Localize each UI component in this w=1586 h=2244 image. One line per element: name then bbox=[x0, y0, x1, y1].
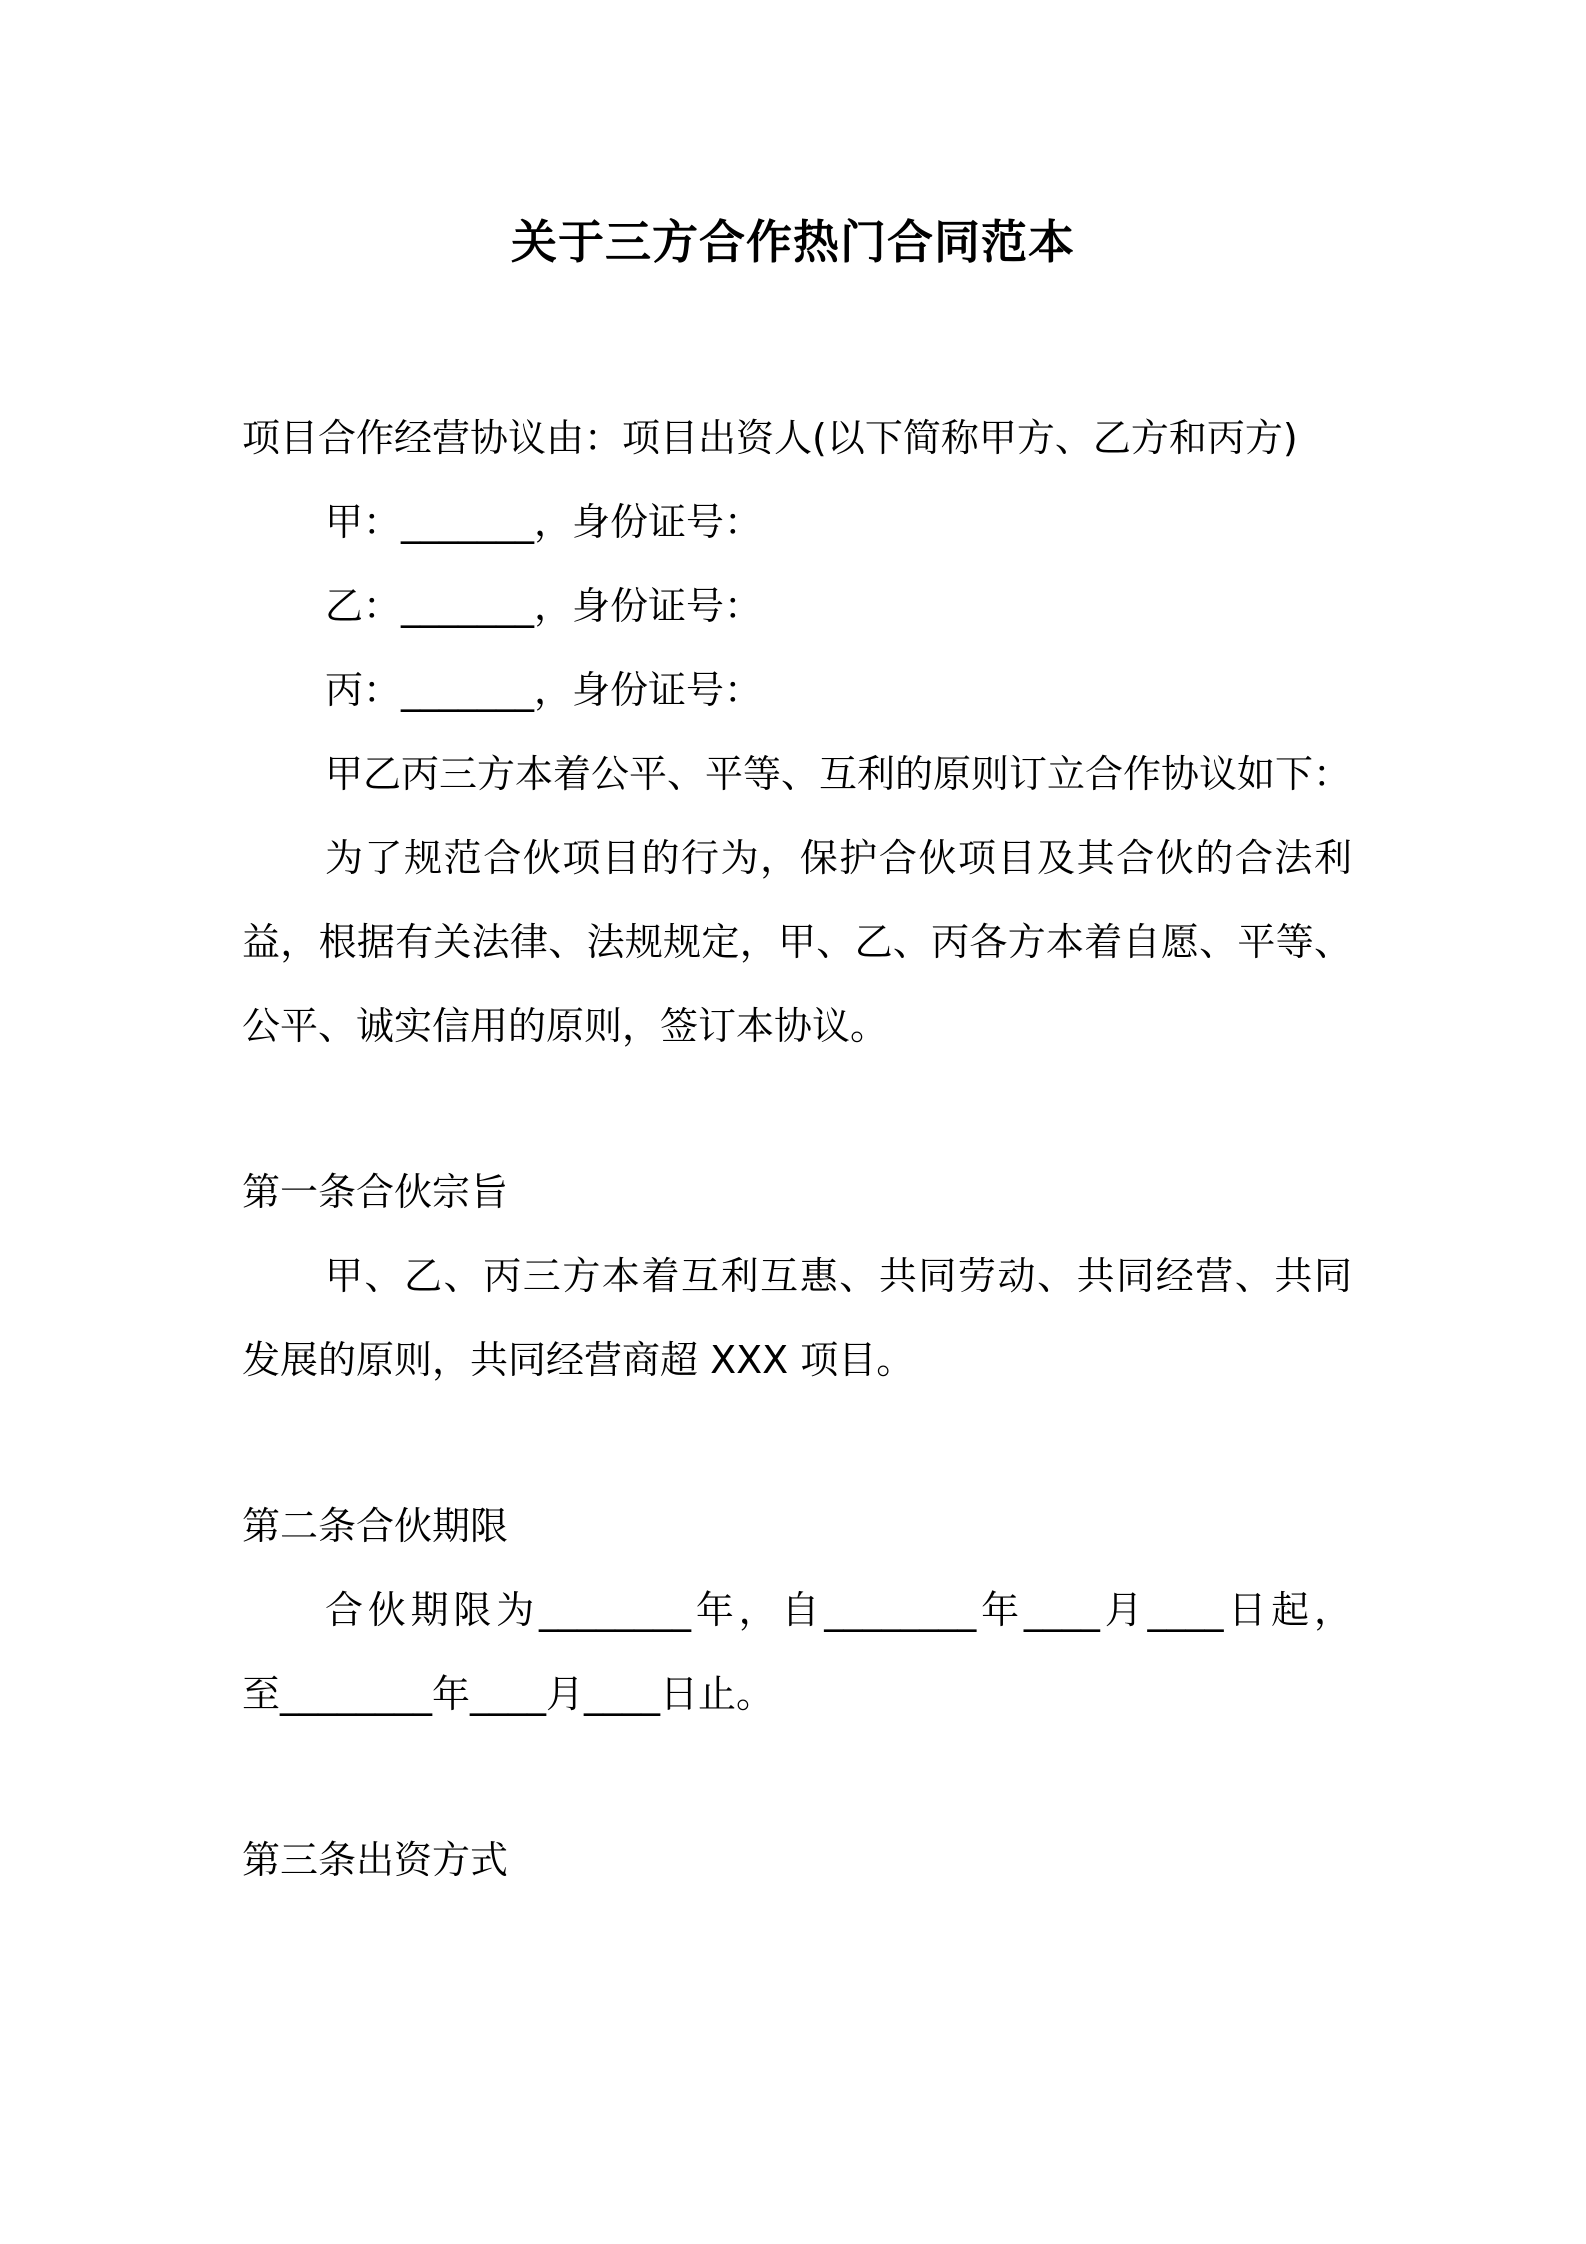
article-1-paragraph-line: 发展的原则，共同经营商超 XXX 项目。 bbox=[242, 1338, 915, 1382]
principle-paragraph: 甲乙丙三方本着公平、平等、互利的原则订立合作协议如下： bbox=[325, 752, 1352, 796]
document-title: 关于三方合作热门合同范本 bbox=[511, 215, 1075, 269]
intro-paragraph: 项目合作经营协议由：项目出资人(以下简称甲方、乙方和丙方) bbox=[242, 416, 1298, 460]
party-c-line: 丙：_______，身份证号： bbox=[325, 668, 763, 712]
article-2-heading: 第二条合伙期限 bbox=[242, 1504, 509, 1548]
article-1-paragraph-line: 甲、乙、丙三方本着互利互惠、共同劳动、共同经营、共同 bbox=[325, 1254, 1352, 1298]
article-1-heading: 第一条合伙宗旨 bbox=[242, 1170, 509, 1214]
purpose-paragraph-line: 公平、诚实信用的原则，签订本协议。 bbox=[242, 1004, 889, 1048]
article-2-paragraph-line: 合伙期限为________年，自________年____月____日起， bbox=[325, 1588, 1352, 1632]
purpose-paragraph-line: 为了规范合伙项目的行为，保护合伙项目及其合伙的合法利 bbox=[325, 836, 1352, 880]
article-3-heading: 第三条出资方式 bbox=[242, 1838, 509, 1882]
article-2-paragraph-line: 至________年____月____日止。 bbox=[242, 1672, 775, 1716]
party-a-line: 甲：_______，身份证号： bbox=[325, 500, 763, 544]
purpose-paragraph-line: 益，根据有关法律、法规规定，甲、乙、丙各方本着自愿、平等、 bbox=[242, 920, 1352, 964]
party-b-line: 乙：_______，身份证号： bbox=[325, 584, 763, 628]
